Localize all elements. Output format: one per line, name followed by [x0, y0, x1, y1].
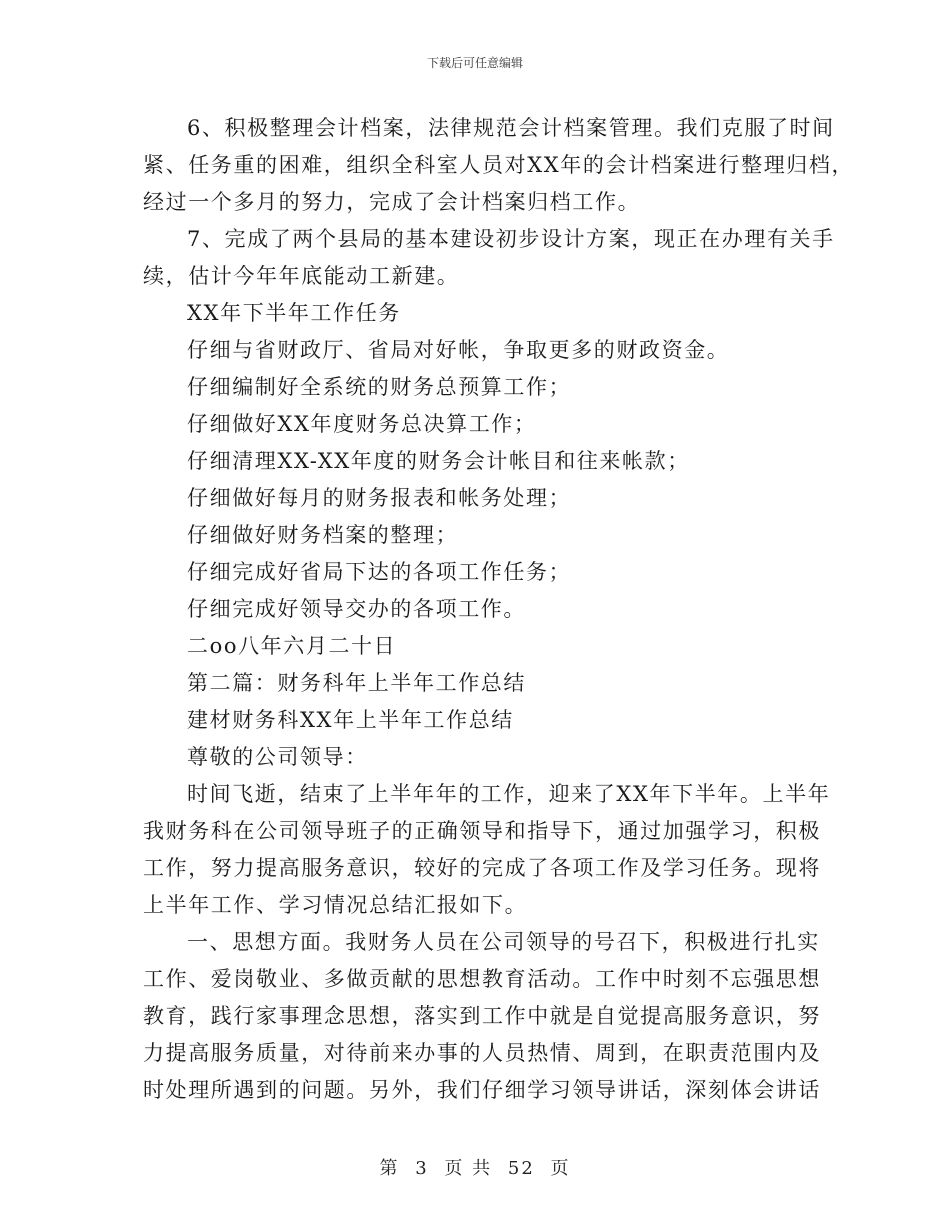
page-footer: [0, 1154, 950, 1180]
task-item: 仔细做好XX年度财务总决算工作；: [187, 412, 537, 436]
current-page-number: 3: [415, 1158, 429, 1179]
chapter-title: 第二篇：财务科年上半年工作总结: [187, 671, 526, 695]
salutation: 尊敬的公司领导：: [187, 745, 368, 769]
paragraph-line: 7、完成了两个县局的基本建设初步设计方案，现正在办理有关手: [187, 227, 835, 251]
paragraph-line: 续，估计今年年底能动工新建。: [143, 264, 460, 288]
document-body: [143, 110, 855, 1109]
footer-middle: 页 共: [444, 1158, 493, 1179]
paragraph-line: 紧、任务重的困难，组织全科室人员对XX年的会计档案进行整理归档，: [143, 153, 855, 177]
task-item: 仔细完成好领导交办的各项工作。: [187, 597, 526, 621]
paragraph-line: 上半年工作、学习情况总结汇报如下。: [143, 893, 528, 917]
paragraph-line: 力提高服务质量，对待前来办事的人员热情、周到，在职责范围内及: [143, 1041, 821, 1065]
paragraph-line: 6、积极整理会计档案，法律规范会计档案管理。我们克服了时间: [187, 116, 835, 140]
task-item: 仔细清理XX-XX年度的财务会计帐目和往来帐款；: [187, 449, 690, 473]
date-line: 二oo八年六月二十日: [187, 634, 397, 658]
task-item: 仔细完成好省局下达的各项工作任务；: [187, 560, 572, 584]
paragraph-line: 工作、爱岗敬业、多做贡献的思想教育活动。工作中时刻不忘强思想: [143, 967, 821, 991]
paragraph-line: 时处理所遇到的问题。另外，我们仔细学习领导讲话，深刻体会讲话: [143, 1078, 821, 1102]
task-item: 仔细做好财务档案的整理；: [187, 523, 459, 547]
paragraph-line: 工作，努力提高服务意识，较好的完成了各项工作及学习任务。现将: [143, 856, 821, 880]
footer-prefix: 第: [379, 1158, 400, 1179]
section-heading: XX年下半年工作任务: [187, 301, 401, 325]
document-title: 建材财务科XX年上半年工作总结: [187, 708, 514, 732]
task-item: 仔细编制好全系统的财务总预算工作；: [187, 375, 572, 399]
footer-suffix: 页: [550, 1158, 571, 1179]
total-page-count: 52: [507, 1158, 535, 1179]
task-item: 仔细做好每月的财务报表和帐务处理；: [187, 486, 572, 510]
paragraph-line: 经过一个多月的努力，完成了会计档案归档工作。: [143, 190, 641, 214]
paragraph-line: 时间飞逝，结束了上半年年的工作，迎来了XX年下半年。上半年: [187, 782, 831, 806]
paragraph-line: 一、思想方面。我财务人员在公司领导的号召下，积极进行扎实: [187, 930, 820, 954]
paragraph-line: 我财务科在公司领导班子的正确领导和指导下，通过加强学习，积极: [143, 819, 821, 843]
page-header: 下载后可任意编辑: [426, 56, 523, 70]
paragraph-line: 教育，践行家事理念思想，落实到工作中就是自觉提高服务意识，努: [143, 1004, 821, 1028]
task-item: 仔细与省财政厅、省局对好帐，争取更多的财政资金。: [187, 338, 730, 362]
